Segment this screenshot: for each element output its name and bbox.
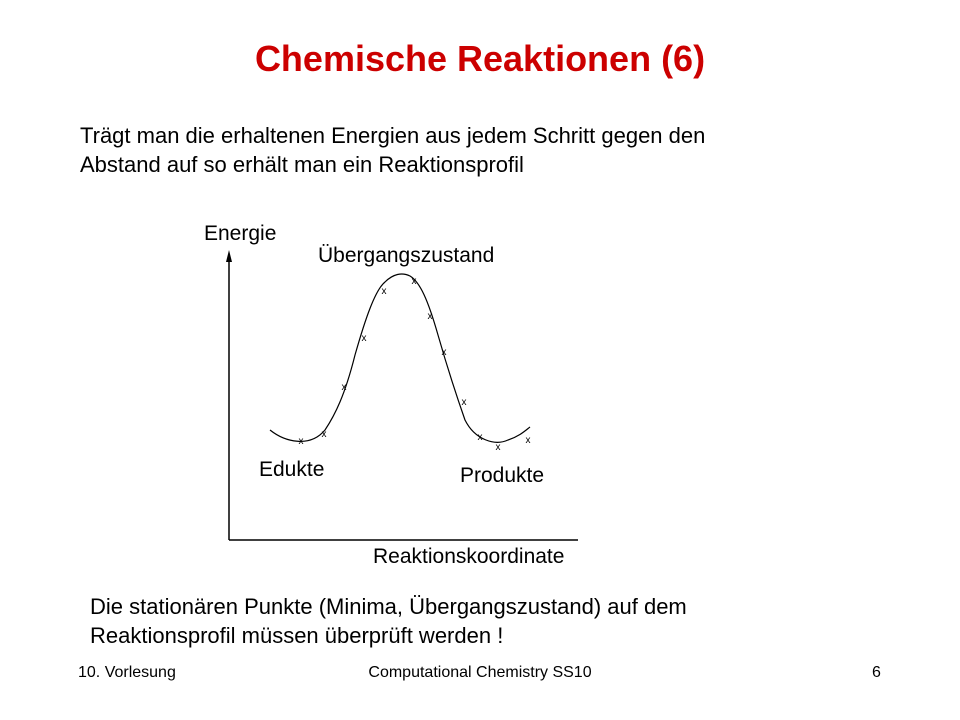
intro-line-2: Abstand auf so erhält man ein Reaktionsprofil	[80, 152, 524, 177]
data-point: x	[495, 442, 501, 453]
data-point: x	[441, 347, 447, 358]
footer-lecture: 10. Vorlesung	[78, 664, 176, 681]
data-points	[299, 276, 531, 453]
y-axis	[226, 250, 232, 540]
note-text	[90, 592, 890, 650]
data-point: x	[341, 382, 347, 393]
footer-course: Computational Chemistry SS10	[368, 664, 592, 681]
data-point: x	[361, 333, 367, 344]
data-point: x	[427, 311, 433, 322]
data-point: x	[461, 397, 467, 408]
y-axis-label: Energie	[204, 222, 277, 245]
x-axis-label: Reaktionskoordinate	[373, 545, 565, 568]
slide-title: Chemische Reaktionen (6)	[254, 38, 706, 79]
data-point: x	[411, 276, 417, 287]
data-point: x	[381, 286, 387, 297]
transition-state-label: Übergangszustand	[318, 244, 495, 267]
data-point: x	[321, 429, 327, 440]
energy-curve	[270, 274, 530, 442]
intro-line-1: Trägt man die erhaltenen Energien aus jedem Schritt gegen den	[80, 123, 706, 148]
data-point: x	[525, 435, 531, 446]
footer-page-number: 6	[872, 664, 881, 681]
data-point: x	[477, 432, 483, 443]
data-point: x	[298, 436, 304, 447]
y-axis-arrowhead	[226, 250, 232, 262]
products-label: Produkte	[460, 464, 545, 487]
reactants-label: Edukte	[259, 458, 325, 481]
note-line-2: Reaktionsprofil müssen überprüft werden !	[90, 623, 504, 648]
note-line-1: Die stationären Punkte (Minima, Übergangszustand) auf dem	[90, 594, 687, 619]
